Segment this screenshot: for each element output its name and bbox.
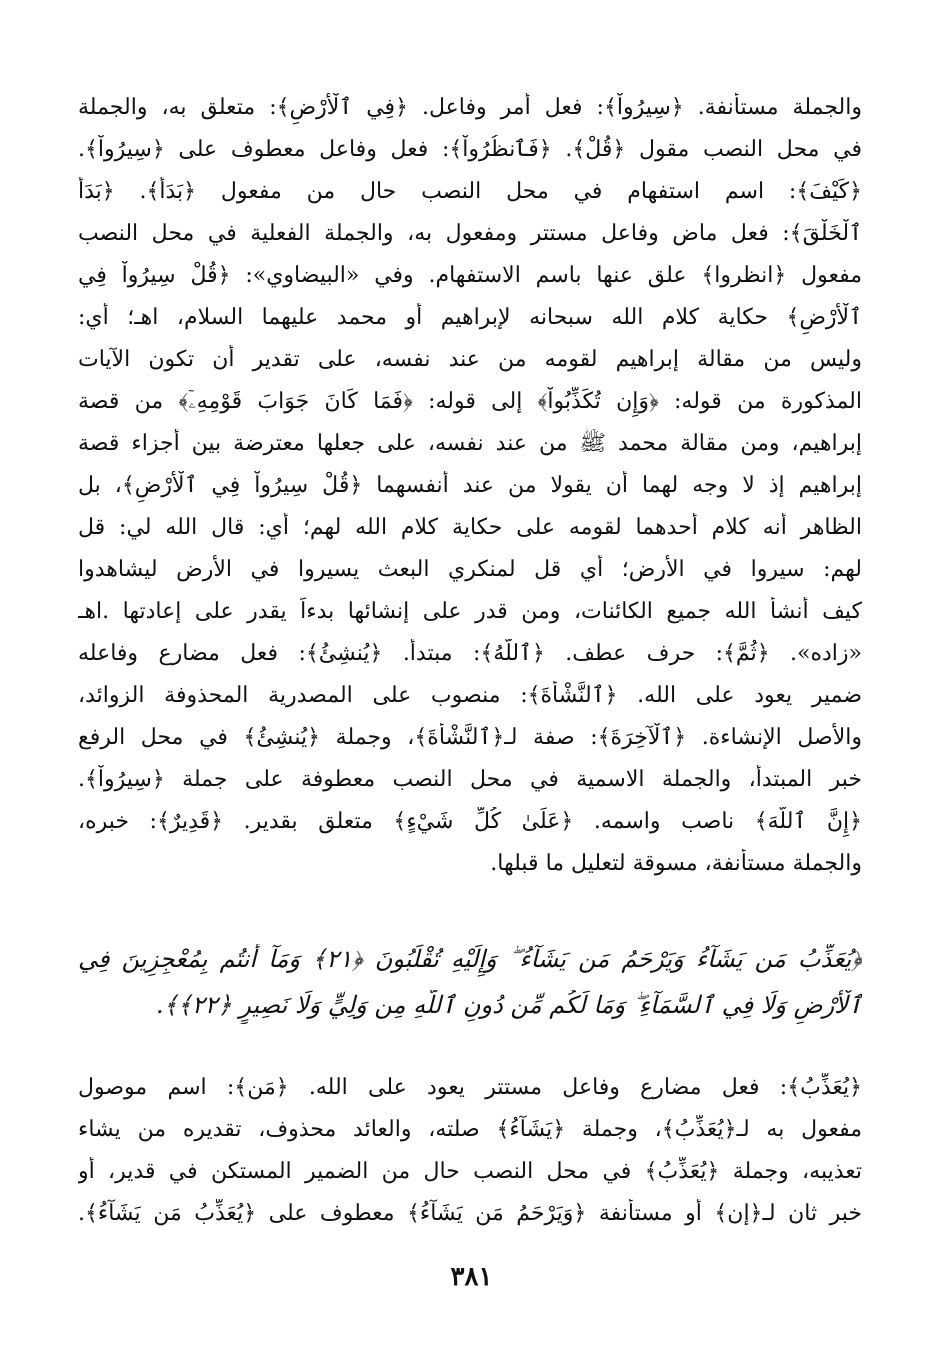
text-line: «زاده». ﴿ثُمَّ﴾: حرف عطف. ﴿ٱللَّهُ﴾: مبتدأ. ﴿يُنشِئُ﴾: فعل مضارع وفاعله bbox=[78, 641, 862, 666]
text-line: والجملة مستأنفة، مسوقة لتعليل ما قبلها. bbox=[490, 851, 862, 876]
text-line: مفعول به لـ﴿يُعَذِّبُ﴾، وجملة ﴿يَشَآءُ﴾ صلته، والعائد محذوف، تقديره من يشاء bbox=[78, 1117, 862, 1142]
text-line: ﴿كَيْفَ﴾: اسم استفهام في محل النصب حال من مفعول ﴿بَدَأَ﴾. ﴿بَدَأَ bbox=[78, 179, 862, 204]
text-line: خبر ثان لـ﴿إن﴾ أو مستأنفة ﴿وَيَرْحَمُ مَن يَشَآءُ﴾ معطوف على ﴿يُعَذِّبُ مَن يَشَآءُ﴾. bbox=[78, 1201, 862, 1226]
text-line: والجملة مستأنفة. ﴿سِيرُواْ﴾: فعل أمر وفاعل. ﴿فِي ٱلْأَرْضِ﴾: متعلق به، والجملة bbox=[78, 95, 862, 120]
text-line: ضمير يعود على الله. ﴿ٱلنَّشْأَةَ﴾: منصوب على المصدرية المحذوفة الزوائد، bbox=[78, 683, 862, 708]
text-line: خبر المبتدأ، والجملة الاسمية في محل النصب معطوفة على جملة ﴿سِيرُواْ﴾. bbox=[78, 767, 862, 792]
page-number: ٣٨١ bbox=[450, 1262, 493, 1292]
text-line: كيف أنشأ الله جميع الكائنات، ومن قدر على إنشائها بدءاً يقدر على إعادتها .اهـ bbox=[78, 599, 862, 624]
text-line: المذكورة من قوله: ﴿وَإِن تُكَذِّبُواْ﴾ إلى قوله: ﴿فَمَا كَانَ جَوَابَ قَوْمِهِۦٓ﴾ من قصة bbox=[78, 389, 862, 414]
text-line: الظاهر أنه كلام أحدهما لقومه على حكاية كلام الله لهم؛ أي: قال الله لي: قل bbox=[78, 515, 862, 540]
text-line: تعذيبه، وجملة ﴿يُعَذِّبُ﴾ في محل النصب حال من الضمير المستكن في قدير، أو bbox=[78, 1159, 862, 1184]
text-line: إبراهيم إذ لا وجه لهما أن يقولا من عند أنفسهما ﴿قُلْ سِيرُواْ فِي ٱلْأَرْضِ﴾، بل bbox=[78, 473, 862, 498]
text-line: إبراهيم، ومن مقالة محمد ﷺ من عند نفسه، على جعلها معترضة بين أجزاء قصة bbox=[78, 431, 862, 456]
text-line: ﴿إِنَّ ٱللَّهَ﴾ ناصب واسمه. ﴿عَلَىٰ كُلِّ شَيْءٍ﴾ متعلق بقدير. ﴿قَدِيرٌ﴾: خبره، bbox=[78, 809, 862, 834]
verse-line: ٱلْأَرْضِ وَلَا فِي ٱلسَّمَآءِ ۖ وَمَا لَكُم مِّن دُونِ ٱللَّهِ مِن وَلِيٍّ وَلَا نَصِيرٍ ﴿٢٢﴾﴾. bbox=[156, 991, 862, 1019]
text-line: ٱلْأَرْضِ﴾ حكاية كلام الله سبحانه لإبراهيم أو محمد عليهما السلام، اهـ؛ أي: bbox=[78, 305, 862, 330]
text-line: ٱلْخَلْقَ﴾: فعل ماض وفاعل مستتر ومفعول به، والجملة الفعلية في محل النصب bbox=[78, 221, 862, 246]
text-line: والأصل الإنشاءة. ﴿ٱلْآخِرَةَ﴾: صفة لـ﴿ٱلنَّشْأَةَ﴾، وجملة ﴿يُنشِئُ﴾ في محل الرفع bbox=[78, 725, 862, 750]
text-line: ﴿يُعَذِّبُ﴾: فعل مضارع وفاعل مستتر يعود على الله. ﴿مَن﴾: اسم موصول bbox=[78, 1075, 862, 1100]
verse-line: ﴿يُعَذِّبُ مَن يَشَآءُ وَيَرْحَمُ مَن يَشَآءُ ۖ وَإِلَيْهِ تُقْلَبُونَ ﴿٢١﴾ وَمَآ أَنتُم بِمُعْجِزِينَ فِي bbox=[78, 945, 862, 973]
text-line: في محل النصب مقول ﴿قُلْ﴾. ﴿فَٱنظُرُواْ﴾: فعل وفاعل معطوف على ﴿سِيرُواْ﴾. bbox=[78, 137, 862, 162]
text-line: لهم: سيروا في الأرض؛ أي قل لمنكري البعث يسيروا في الأرض ليشاهدوا bbox=[78, 557, 862, 582]
text-line: مفعول ﴿انظروا﴾ علق عنها باسم الاستفهام. وفي «البيضاوي»: ﴿قُلْ سِيرُواْ فِي bbox=[78, 263, 862, 288]
text-line: وليس من مقالة إبراهيم لقومه من عند نفسه، على تقدير أن تكون الآيات bbox=[78, 347, 862, 372]
